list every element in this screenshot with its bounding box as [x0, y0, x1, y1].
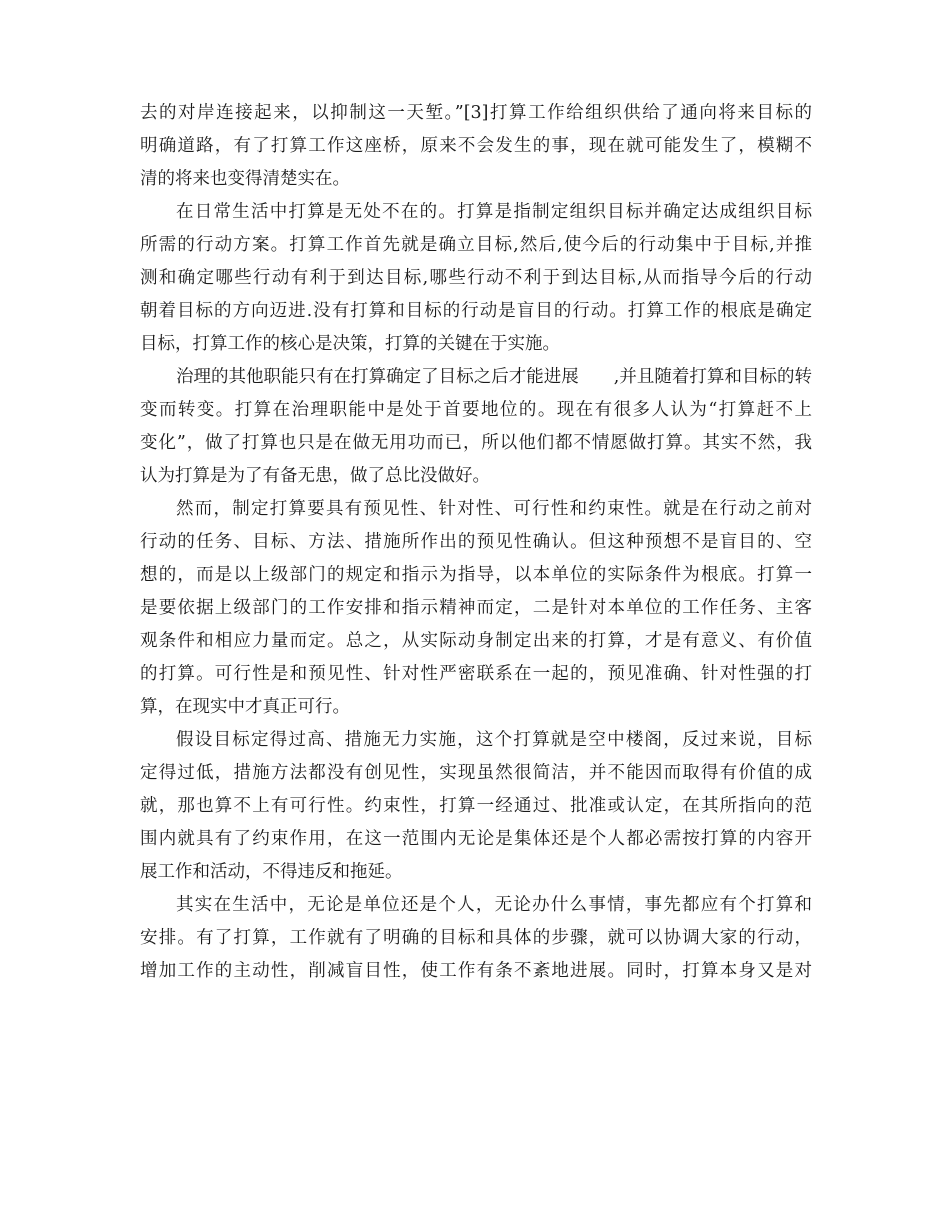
- text-line: 去的对岸连接起来，以抑制这一天堑。”[3]打算工作给组织供给了通向将来目标的: [140, 103, 812, 123]
- text-line: 其实在生活中，无论是单位还是个人，无论办什么事情，事先都应有个打算和: [176, 895, 812, 915]
- text-line: 算，在现实中才真正可行。: [140, 697, 350, 717]
- text-line: 测和确定哪些行动有利于到达目标,哪些行动不利于到达目标,从而指导今后的行动: [140, 268, 812, 288]
- text-line: 清的将来也变得清楚实在。: [140, 169, 350, 189]
- text-line: 目标，打算工作的核心是决策，打算的关键在于实施。: [140, 334, 560, 354]
- text-line: 然而，制定打算要具有预见性、针对性、可行性和约束性。就是在行动之前对: [176, 499, 812, 519]
- text-line: 治理的其他职能只有在打算确定了目标之后才能进展 ,并且随着打算和目标的转: [176, 367, 812, 387]
- text-line: 展工作和活动，不得违反和拖延。: [140, 862, 403, 882]
- text-line: 围内就具有了约束作用，在这一范围内无论是集体还是个人都必需按打算的内容开: [140, 829, 812, 849]
- text-line: 变而转变。打算在治理职能中是处于首要地位的。现在有很多人认为“打算赶不上: [140, 400, 812, 420]
- text-line: 在日常生活中打算是无处不在的。打算是指制定组织目标并确定达成组织目标: [176, 202, 812, 222]
- document-body: [140, 97, 812, 988]
- text-line: 明确道路，有了打算工作这座桥，原来不会发生的事，现在就可能发生了，模糊不: [140, 136, 812, 156]
- text-line: 安排。有了打算，工作就有了明确的目标和具体的步骤，就可以协调大家的行动，: [140, 928, 812, 948]
- text-line: 所需的行动方案。打算工作首先就是确立目标,然后,使今后的行动集中于目标,并推: [140, 235, 812, 255]
- text-line: 想的，而是以上级部门的规定和指示为指导，以本单位的实际条件为根底。打算一: [140, 565, 812, 585]
- text-line: 行动的任务、目标、方法、措施所作出的预见性确认。但这种预想不是盲目的、空: [140, 532, 812, 552]
- text-line: 朝着目标的方向迈进.没有打算和目标的行动是盲目的行动。打算工作的根底是确定: [140, 301, 812, 321]
- text-line: 观条件和相应力量而定。总之，从实际动身制定出来的打算，才是有意义、有价值: [140, 631, 812, 651]
- text-line: 是要依据上级部门的工作安排和指示精神而定，二是针对本单位的工作任务、主客: [140, 598, 812, 618]
- text-line: 假设目标定得过高、措施无力实施，这个打算就是空中楼阁，反过来说，目标: [176, 730, 812, 750]
- text-line: 就，那也算不上有可行性。约束性，打算一经通过、批准或认定，在其所指向的范: [140, 796, 812, 816]
- text-line: 增加工作的主动性，削减盲目性，使工作有条不紊地进展。同时，打算本身又是对: [140, 961, 812, 981]
- text-line: 定得过低，措施方法都没有创见性，实现虽然很简洁，并不能因而取得有价值的成: [140, 763, 812, 783]
- text-line: 的打算。可行性是和预见性、针对性严密联系在一起的，预见准确、针对性强的打: [140, 664, 812, 684]
- text-line: 变化”，做了打算也只是在做无用功而已，所以他们都不情愿做打算。其实不然，我: [140, 433, 812, 453]
- text-line: 认为打算是为了有备无患，做了总比没做好。: [140, 466, 490, 486]
